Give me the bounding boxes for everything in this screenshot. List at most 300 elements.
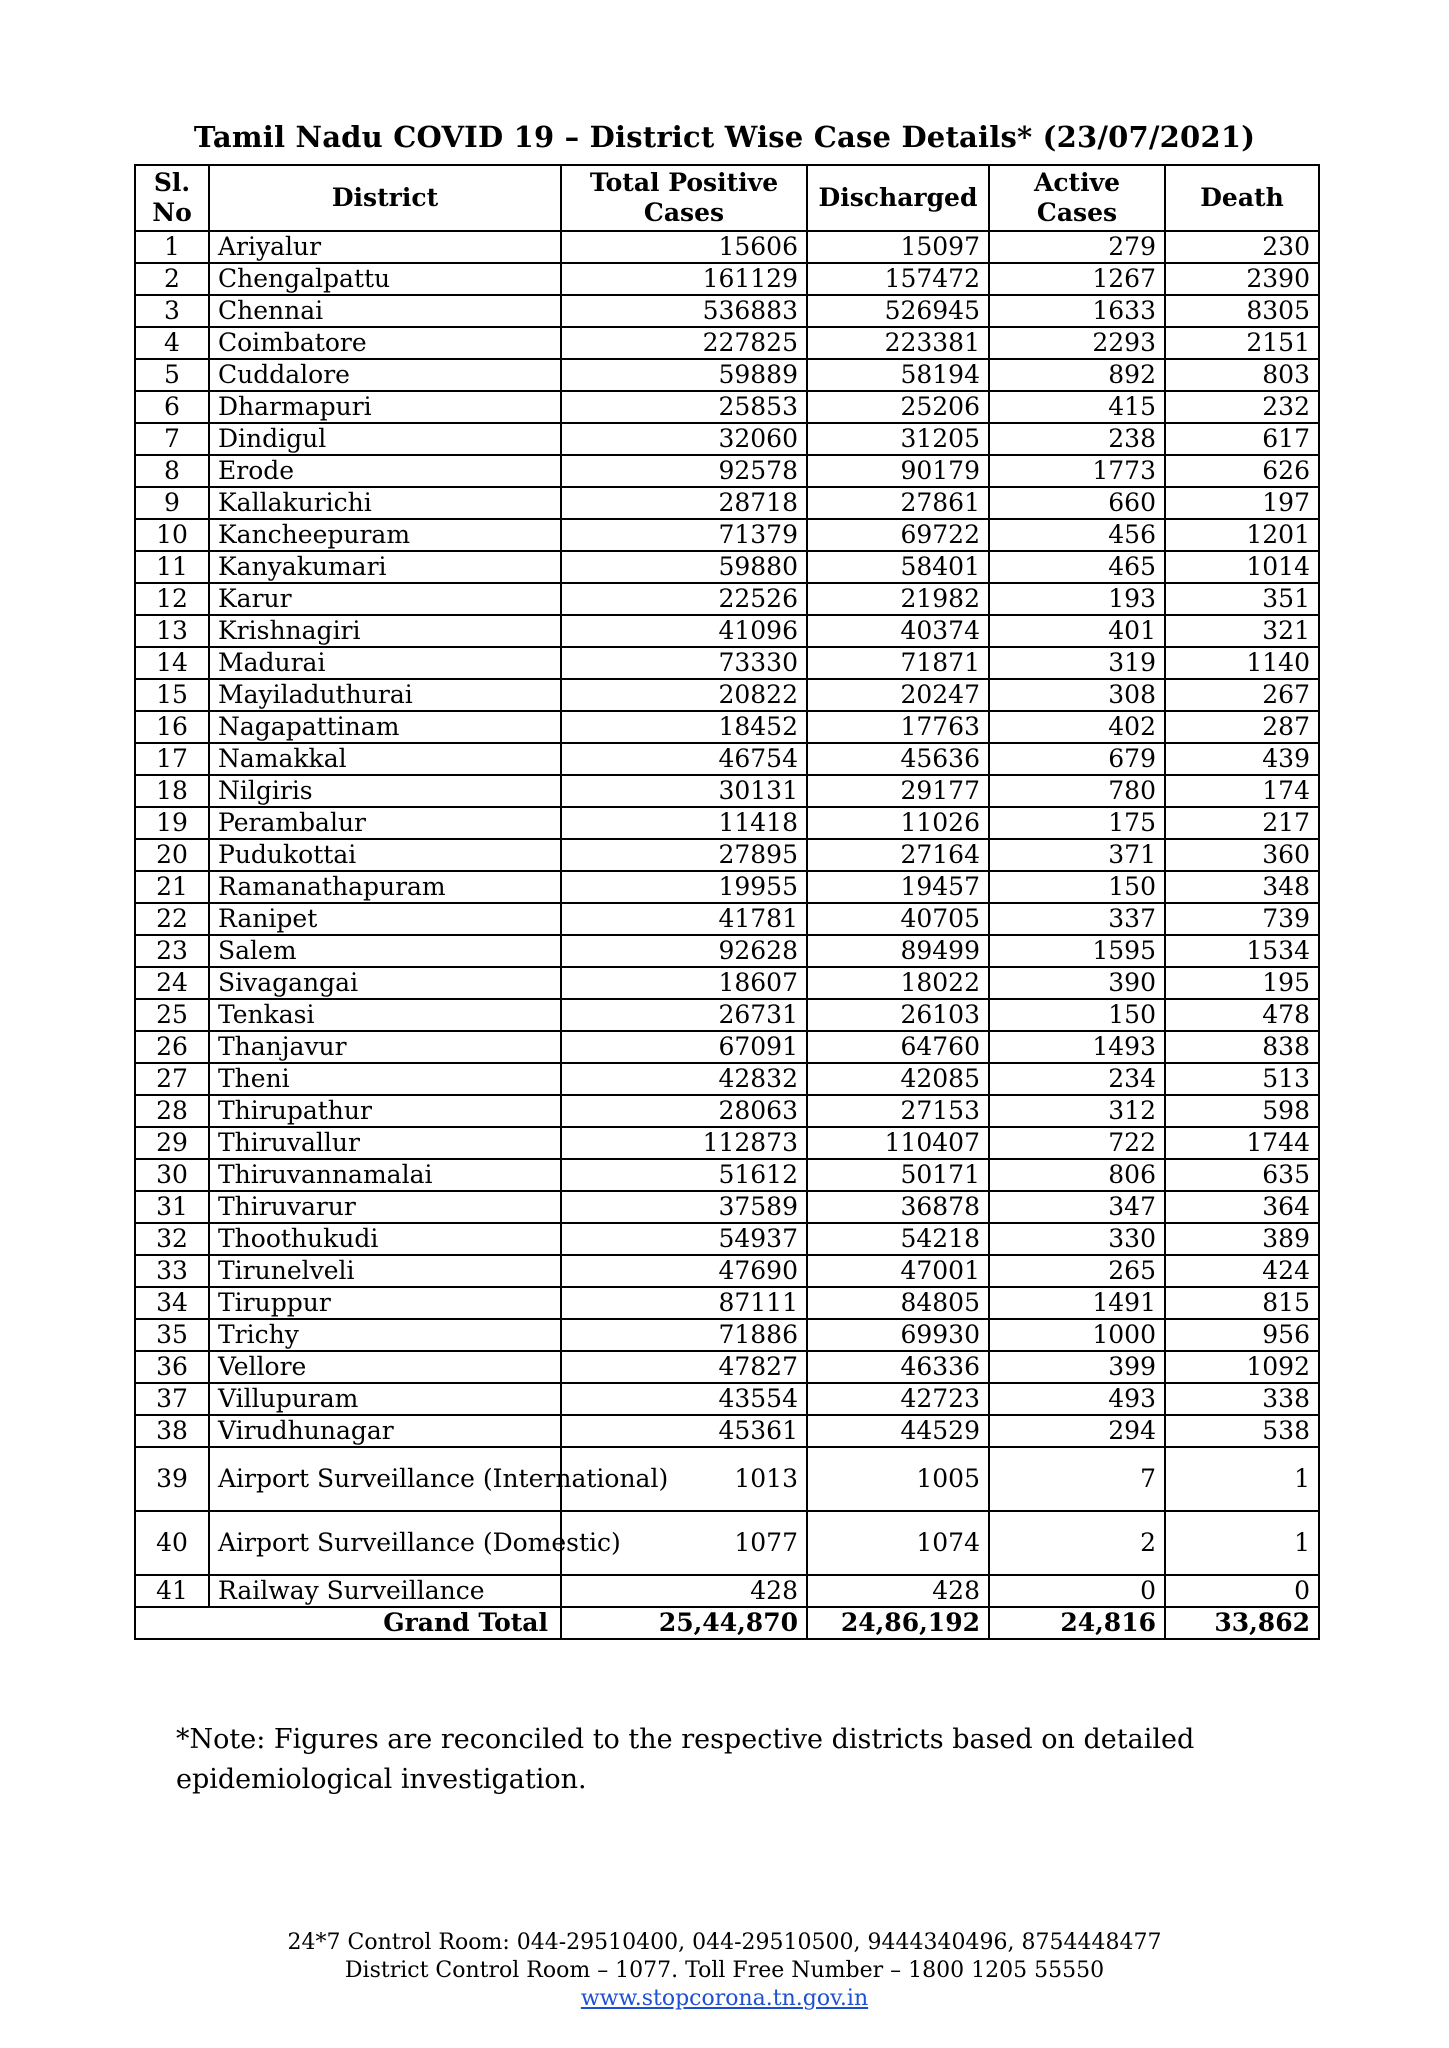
row-district: Virudhunagar <box>209 1415 561 1447</box>
row-discharged: 46336 <box>807 1351 989 1383</box>
row-discharged: 26103 <box>807 999 989 1031</box>
row-district: Karur <box>209 583 561 615</box>
row-active: 0 <box>989 1575 1165 1607</box>
district-case-table <box>134 164 1320 1640</box>
table-row <box>135 1255 1319 1287</box>
row-active: 312 <box>989 1095 1165 1127</box>
row-active: 150 <box>989 871 1165 903</box>
row-discharged: 27153 <box>807 1095 989 1127</box>
row-death: 513 <box>1165 1063 1319 1095</box>
row-district: Tirunelveli <box>209 1255 561 1287</box>
table-row <box>135 391 1319 423</box>
row-death: 439 <box>1165 743 1319 775</box>
row-discharged: 42085 <box>807 1063 989 1095</box>
row-active: 806 <box>989 1159 1165 1191</box>
table-body <box>135 231 1319 1607</box>
grand-total-row <box>135 1607 1319 1639</box>
row-death: 1014 <box>1165 551 1319 583</box>
row-active: 892 <box>989 359 1165 391</box>
row-district: Mayiladuthurai <box>209 679 561 711</box>
row-sl-no: 4 <box>135 327 209 359</box>
table-row <box>135 615 1319 647</box>
row-death: 478 <box>1165 999 1319 1031</box>
row-total-positive: 112873 <box>561 1127 807 1159</box>
row-discharged: 44529 <box>807 1415 989 1447</box>
row-death: 815 <box>1165 1287 1319 1319</box>
header-discharged: Discharged <box>807 165 989 231</box>
row-death: 230 <box>1165 231 1319 263</box>
row-total-positive: 19955 <box>561 871 807 903</box>
row-district: Thiruvannamalai <box>209 1159 561 1191</box>
row-sl-no: 18 <box>135 775 209 807</box>
row-active: 1633 <box>989 295 1165 327</box>
header-district: District <box>209 165 561 231</box>
row-discharged: 157472 <box>807 263 989 295</box>
table-row <box>135 1447 1319 1511</box>
row-active: 175 <box>989 807 1165 839</box>
row-death: 267 <box>1165 679 1319 711</box>
row-sl-no: 24 <box>135 967 209 999</box>
row-sl-no: 41 <box>135 1575 209 1607</box>
row-sl-no: 6 <box>135 391 209 423</box>
row-sl-no: 14 <box>135 647 209 679</box>
row-district: Dharmapuri <box>209 391 561 423</box>
row-active: 1267 <box>989 263 1165 295</box>
row-active: 193 <box>989 583 1165 615</box>
table-header-row <box>135 165 1319 231</box>
grand-total-positive: 25,44,870 <box>561 1607 807 1639</box>
table-row <box>135 487 1319 519</box>
row-total-positive: 1077 <box>561 1511 807 1575</box>
row-death: 2390 <box>1165 263 1319 295</box>
row-death: 739 <box>1165 903 1319 935</box>
table-row <box>135 935 1319 967</box>
table-row <box>135 1127 1319 1159</box>
row-death: 635 <box>1165 1159 1319 1191</box>
row-discharged: 18022 <box>807 967 989 999</box>
row-district: Cuddalore <box>209 359 561 391</box>
row-active: 660 <box>989 487 1165 519</box>
row-discharged: 54218 <box>807 1223 989 1255</box>
row-active: 265 <box>989 1255 1165 1287</box>
header-active: Active Cases <box>989 165 1165 231</box>
table-row <box>135 999 1319 1031</box>
table-row <box>135 871 1319 903</box>
row-sl-no: 35 <box>135 1319 209 1351</box>
row-discharged: 11026 <box>807 807 989 839</box>
row-active: 279 <box>989 231 1165 263</box>
row-district: Railway Surveillance <box>209 1575 561 1607</box>
row-total-positive: 73330 <box>561 647 807 679</box>
row-sl-no: 38 <box>135 1415 209 1447</box>
row-discharged: 64760 <box>807 1031 989 1063</box>
row-death: 195 <box>1165 967 1319 999</box>
row-active: 1493 <box>989 1031 1165 1063</box>
row-death: 1 <box>1165 1511 1319 1575</box>
row-discharged: 71871 <box>807 647 989 679</box>
row-total-positive: 47827 <box>561 1351 807 1383</box>
row-death: 1201 <box>1165 519 1319 551</box>
row-total-positive: 37589 <box>561 1191 807 1223</box>
row-death: 321 <box>1165 615 1319 647</box>
row-death: 360 <box>1165 839 1319 871</box>
row-total-positive: 42832 <box>561 1063 807 1095</box>
row-active: 415 <box>989 391 1165 423</box>
row-death: 838 <box>1165 1031 1319 1063</box>
table-row <box>135 967 1319 999</box>
row-sl-no: 29 <box>135 1127 209 1159</box>
row-active: 780 <box>989 775 1165 807</box>
row-death: 598 <box>1165 1095 1319 1127</box>
row-total-positive: 41781 <box>561 903 807 935</box>
row-sl-no: 13 <box>135 615 209 647</box>
row-active: 234 <box>989 1063 1165 1095</box>
row-total-positive: 43554 <box>561 1383 807 1415</box>
row-district: Thanjavur <box>209 1031 561 1063</box>
row-total-positive: 47690 <box>561 1255 807 1287</box>
table-row <box>135 679 1319 711</box>
grand-total-label: Grand Total <box>135 1607 561 1639</box>
row-active: 402 <box>989 711 1165 743</box>
row-district: Thiruvallur <box>209 1127 561 1159</box>
row-active: 347 <box>989 1191 1165 1223</box>
table-row <box>135 711 1319 743</box>
row-district: Krishnagiri <box>209 615 561 647</box>
row-sl-no: 33 <box>135 1255 209 1287</box>
table-row <box>135 455 1319 487</box>
row-active: 1000 <box>989 1319 1165 1351</box>
table-row <box>135 1063 1319 1095</box>
row-discharged: 40705 <box>807 903 989 935</box>
row-sl-no: 25 <box>135 999 209 1031</box>
row-sl-no: 22 <box>135 903 209 935</box>
table-row <box>135 1287 1319 1319</box>
row-discharged: 1074 <box>807 1511 989 1575</box>
row-discharged: 27861 <box>807 487 989 519</box>
page-title: Tamil Nadu COVID 19 – District Wise Case Details* (23/07/2021) <box>193 120 1256 154</box>
row-sl-no: 30 <box>135 1159 209 1191</box>
row-total-positive: 536883 <box>561 295 807 327</box>
row-district: Tenkasi <box>209 999 561 1031</box>
row-discharged: 19457 <box>807 871 989 903</box>
row-district: Dindigul <box>209 423 561 455</box>
row-district: Erode <box>209 455 561 487</box>
row-active: 319 <box>989 647 1165 679</box>
header-death: Death <box>1165 165 1319 231</box>
row-total-positive: 18607 <box>561 967 807 999</box>
row-active: 330 <box>989 1223 1165 1255</box>
row-discharged: 42723 <box>807 1383 989 1415</box>
row-death: 1092 <box>1165 1351 1319 1383</box>
row-district: Salem <box>209 935 561 967</box>
grand-total-death: 33,862 <box>1165 1607 1319 1639</box>
row-sl-no: 1 <box>135 231 209 263</box>
row-district: Nagapattinam <box>209 711 561 743</box>
row-district: Chennai <box>209 295 561 327</box>
table-row <box>135 1095 1319 1127</box>
row-active: 493 <box>989 1383 1165 1415</box>
row-sl-no: 7 <box>135 423 209 455</box>
table-row <box>135 1351 1319 1383</box>
table-row <box>135 583 1319 615</box>
row-sl-no: 16 <box>135 711 209 743</box>
row-death: 1140 <box>1165 647 1319 679</box>
row-discharged: 31205 <box>807 423 989 455</box>
row-total-positive: 41096 <box>561 615 807 647</box>
table-row <box>135 647 1319 679</box>
table-row <box>135 1575 1319 1607</box>
row-death: 1534 <box>1165 935 1319 967</box>
table-row <box>135 903 1319 935</box>
row-death: 338 <box>1165 1383 1319 1415</box>
note-text: *Note: Figures are reconciled to the respective districts based on detailed epidemiological investigation. <box>176 1724 1195 1795</box>
table-row <box>135 551 1319 583</box>
row-death: 232 <box>1165 391 1319 423</box>
table-row <box>135 1319 1319 1351</box>
row-sl-no: 10 <box>135 519 209 551</box>
row-total-positive: 54937 <box>561 1223 807 1255</box>
row-active: 2293 <box>989 327 1165 359</box>
row-total-positive: 18452 <box>561 711 807 743</box>
row-total-positive: 71379 <box>561 519 807 551</box>
row-total-positive: 26731 <box>561 999 807 1031</box>
row-death: 617 <box>1165 423 1319 455</box>
row-active: 337 <box>989 903 1165 935</box>
row-sl-no: 12 <box>135 583 209 615</box>
row-total-positive: 27895 <box>561 839 807 871</box>
table-row <box>135 1191 1319 1223</box>
table-row <box>135 231 1319 263</box>
row-total-positive: 46754 <box>561 743 807 775</box>
row-active: 401 <box>989 615 1165 647</box>
table-row <box>135 807 1319 839</box>
row-total-positive: 67091 <box>561 1031 807 1063</box>
row-death: 351 <box>1165 583 1319 615</box>
row-district: Airport Surveillance (Domestic) <box>209 1511 561 1575</box>
row-district: Coimbatore <box>209 327 561 359</box>
row-district: Ranipet <box>209 903 561 935</box>
row-sl-no: 37 <box>135 1383 209 1415</box>
table-row <box>135 743 1319 775</box>
row-district: Tiruppur <box>209 1287 561 1319</box>
row-active: 371 <box>989 839 1165 871</box>
row-discharged: 84805 <box>807 1287 989 1319</box>
row-total-positive: 92628 <box>561 935 807 967</box>
row-total-positive: 22526 <box>561 583 807 615</box>
row-sl-no: 8 <box>135 455 209 487</box>
row-death: 348 <box>1165 871 1319 903</box>
row-total-positive: 28063 <box>561 1095 807 1127</box>
row-death: 0 <box>1165 1575 1319 1607</box>
row-active: 390 <box>989 967 1165 999</box>
table-row <box>135 1511 1319 1575</box>
row-district: Chengalpattu <box>209 263 561 295</box>
row-district: Pudukottai <box>209 839 561 871</box>
row-district: Madurai <box>209 647 561 679</box>
row-sl-no: 23 <box>135 935 209 967</box>
row-discharged: 20247 <box>807 679 989 711</box>
row-total-positive: 59880 <box>561 551 807 583</box>
row-active: 456 <box>989 519 1165 551</box>
row-district: Thoothukudi <box>209 1223 561 1255</box>
row-sl-no: 34 <box>135 1287 209 1319</box>
row-sl-no: 21 <box>135 871 209 903</box>
table-row <box>135 263 1319 295</box>
row-death: 217 <box>1165 807 1319 839</box>
row-discharged: 90179 <box>807 455 989 487</box>
row-active: 399 <box>989 1351 1165 1383</box>
row-discharged: 25206 <box>807 391 989 423</box>
row-district: Perambalur <box>209 807 561 839</box>
row-discharged: 40374 <box>807 615 989 647</box>
row-total-positive: 161129 <box>561 263 807 295</box>
row-sl-no: 26 <box>135 1031 209 1063</box>
row-active: 1491 <box>989 1287 1165 1319</box>
footer-website-link[interactable]: www.stopcorona.tn.gov.in <box>580 1986 869 2011</box>
row-district: Kallakurichi <box>209 487 561 519</box>
row-active: 1773 <box>989 455 1165 487</box>
row-active: 1595 <box>989 935 1165 967</box>
row-district: Namakkal <box>209 743 561 775</box>
row-sl-no: 2 <box>135 263 209 295</box>
row-district: Vellore <box>209 1351 561 1383</box>
header-sl-no: Sl. No <box>135 165 209 231</box>
row-district: Nilgiris <box>209 775 561 807</box>
row-discharged: 223381 <box>807 327 989 359</box>
row-discharged: 69722 <box>807 519 989 551</box>
footer-toll-free: District Control Room – 1077. Toll Free Number – 1800 1205 55550 <box>344 1958 1105 1983</box>
row-discharged: 110407 <box>807 1127 989 1159</box>
row-active: 294 <box>989 1415 1165 1447</box>
row-total-positive: 92578 <box>561 455 807 487</box>
row-sl-no: 20 <box>135 839 209 871</box>
row-total-positive: 45361 <box>561 1415 807 1447</box>
table-row <box>135 423 1319 455</box>
row-total-positive: 59889 <box>561 359 807 391</box>
row-sl-no: 3 <box>135 295 209 327</box>
row-sl-no: 11 <box>135 551 209 583</box>
row-district: Kancheepuram <box>209 519 561 551</box>
row-total-positive: 20822 <box>561 679 807 711</box>
row-sl-no: 40 <box>135 1511 209 1575</box>
table-row <box>135 295 1319 327</box>
row-active: 7 <box>989 1447 1165 1511</box>
row-total-positive: 227825 <box>561 327 807 359</box>
row-sl-no: 27 <box>135 1063 209 1095</box>
row-discharged: 526945 <box>807 295 989 327</box>
row-death: 803 <box>1165 359 1319 391</box>
row-death: 389 <box>1165 1223 1319 1255</box>
row-district: Sivagangai <box>209 967 561 999</box>
row-total-positive: 15606 <box>561 231 807 263</box>
row-total-positive: 32060 <box>561 423 807 455</box>
row-discharged: 45636 <box>807 743 989 775</box>
row-district: Ariyalur <box>209 231 561 263</box>
row-discharged: 47001 <box>807 1255 989 1287</box>
row-total-positive: 25853 <box>561 391 807 423</box>
row-active: 150 <box>989 999 1165 1031</box>
table-row <box>135 1159 1319 1191</box>
row-discharged: 27164 <box>807 839 989 871</box>
row-death: 197 <box>1165 487 1319 519</box>
row-total-positive: 71886 <box>561 1319 807 1351</box>
row-district: Thiruvarur <box>209 1191 561 1223</box>
row-death: 1744 <box>1165 1127 1319 1159</box>
row-discharged: 58194 <box>807 359 989 391</box>
row-death: 174 <box>1165 775 1319 807</box>
row-death: 956 <box>1165 1319 1319 1351</box>
row-sl-no: 39 <box>135 1447 209 1511</box>
row-discharged: 50171 <box>807 1159 989 1191</box>
row-district: Thirupathur <box>209 1095 561 1127</box>
grand-total-discharged: 24,86,192 <box>807 1607 989 1639</box>
row-death: 364 <box>1165 1191 1319 1223</box>
row-total-positive: 28718 <box>561 487 807 519</box>
row-active: 238 <box>989 423 1165 455</box>
table-row <box>135 1415 1319 1447</box>
row-total-positive: 1013 <box>561 1447 807 1511</box>
row-death: 626 <box>1165 455 1319 487</box>
row-sl-no: 32 <box>135 1223 209 1255</box>
row-total-positive: 428 <box>561 1575 807 1607</box>
table-row <box>135 327 1319 359</box>
row-district: Kanyakumari <box>209 551 561 583</box>
row-discharged: 36878 <box>807 1191 989 1223</box>
row-total-positive: 30131 <box>561 775 807 807</box>
row-district: Ramanathapuram <box>209 871 561 903</box>
row-death: 1 <box>1165 1447 1319 1511</box>
header-total-positive: Total Positive Cases <box>561 165 807 231</box>
table-row <box>135 1383 1319 1415</box>
row-total-positive: 51612 <box>561 1159 807 1191</box>
row-sl-no: 9 <box>135 487 209 519</box>
row-sl-no: 36 <box>135 1351 209 1383</box>
row-sl-no: 28 <box>135 1095 209 1127</box>
row-death: 424 <box>1165 1255 1319 1287</box>
row-death: 2151 <box>1165 327 1319 359</box>
row-total-positive: 11418 <box>561 807 807 839</box>
row-active: 722 <box>989 1127 1165 1159</box>
row-total-positive: 87111 <box>561 1287 807 1319</box>
row-discharged: 58401 <box>807 551 989 583</box>
table-row <box>135 1031 1319 1063</box>
footer <box>0 1929 1449 2013</box>
row-discharged: 428 <box>807 1575 989 1607</box>
table-row <box>135 775 1319 807</box>
row-district: Theni <box>209 1063 561 1095</box>
grand-total-active: 24,816 <box>989 1607 1165 1639</box>
row-sl-no: 19 <box>135 807 209 839</box>
table-row <box>135 519 1319 551</box>
row-district: Villupuram <box>209 1383 561 1415</box>
row-discharged: 89499 <box>807 935 989 967</box>
row-discharged: 69930 <box>807 1319 989 1351</box>
row-discharged: 21982 <box>807 583 989 615</box>
row-sl-no: 31 <box>135 1191 209 1223</box>
row-active: 679 <box>989 743 1165 775</box>
row-discharged: 15097 <box>807 231 989 263</box>
row-discharged: 1005 <box>807 1447 989 1511</box>
row-district: Trichy <box>209 1319 561 1351</box>
footer-control-room: 24*7 Control Room: 044-29510400, 044-29510500, 9444340496, 8754448477 <box>287 1930 1162 1955</box>
table-row <box>135 359 1319 391</box>
row-active: 465 <box>989 551 1165 583</box>
row-sl-no: 15 <box>135 679 209 711</box>
table-row <box>135 839 1319 871</box>
row-sl-no: 5 <box>135 359 209 391</box>
row-death: 8305 <box>1165 295 1319 327</box>
row-active: 2 <box>989 1511 1165 1575</box>
